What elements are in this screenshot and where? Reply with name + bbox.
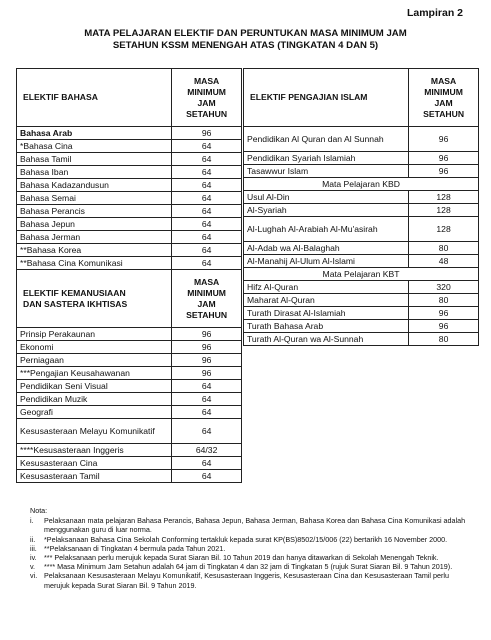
table-row bbox=[17, 380, 242, 393]
minimum-hours: 96 bbox=[409, 152, 479, 165]
subject-name: Maharat Al-Quran bbox=[244, 294, 409, 307]
table-row bbox=[17, 470, 242, 483]
masa-minimum-header bbox=[172, 270, 242, 328]
header-row bbox=[244, 69, 479, 127]
note-marker: vi. bbox=[30, 571, 38, 581]
masa-header-line: SETAHUN bbox=[186, 108, 228, 119]
subject-name: Prinsip Perakaunan bbox=[17, 328, 172, 341]
subject-name: Pendidikan Al Quran dan Al Sunnah bbox=[244, 127, 409, 152]
masa-header-line: MINIMUM bbox=[424, 86, 463, 97]
masa-header-line: MINIMUM bbox=[187, 86, 226, 97]
subject-name: Turath Bahasa Arab bbox=[244, 320, 409, 333]
masa-header-line: MASA bbox=[430, 75, 457, 86]
table-row bbox=[244, 307, 479, 320]
subject-name: Bahasa Iban bbox=[17, 166, 172, 179]
minimum-hours: 96 bbox=[172, 127, 242, 140]
subject-name: **Bahasa Cina Komunikasi bbox=[17, 257, 172, 270]
minimum-hours: 64 bbox=[172, 192, 242, 205]
minimum-hours: 96 bbox=[409, 307, 479, 320]
table-row bbox=[244, 217, 479, 242]
note-text: Pelaksanaan mata pelajaran Bahasa Perancis, Bahasa Jepun, Bahasa Jerman, Bahasa Korea dan Bahasa Cina Komunikasi adalah menggunakan guru di luar norma. bbox=[44, 516, 466, 535]
note-marker: iv. bbox=[30, 553, 37, 563]
subject-name: Pendidikan Seni Visual bbox=[17, 380, 172, 393]
subject-name: Hifz Al-Quran bbox=[244, 281, 409, 294]
minimum-hours: 64 bbox=[172, 257, 242, 270]
minimum-hours: 64 bbox=[172, 419, 242, 444]
subject-name: Bahasa Jepun bbox=[17, 218, 172, 231]
table-row bbox=[17, 127, 242, 140]
table-row bbox=[244, 152, 479, 165]
table-row bbox=[17, 419, 242, 444]
subject-name: Bahasa Arab bbox=[17, 127, 172, 140]
kbd-section-label: Mata Pelajaran KBD bbox=[244, 178, 479, 191]
table-row bbox=[244, 255, 479, 268]
minimum-hours: 96 bbox=[172, 341, 242, 354]
kbt-section-label: Mata Pelajaran KBT bbox=[244, 268, 479, 281]
table-row bbox=[17, 192, 242, 205]
humanities-header-line-1: ELEKTIF KEMANUSIAAN bbox=[23, 287, 126, 298]
masa-header-line: JAM bbox=[197, 298, 216, 309]
subject-name: Bahasa Kadazandusun bbox=[17, 179, 172, 192]
subject-name: Kesusasteraan Tamil bbox=[17, 470, 172, 483]
table-row bbox=[17, 231, 242, 244]
page-title bbox=[20, 28, 471, 52]
subject-name: Al-Adab wa Al-Balaghah bbox=[244, 242, 409, 255]
elective-islamic-header: ELEKTIF PENGAJIAN ISLAM bbox=[244, 69, 409, 127]
table-row bbox=[244, 320, 479, 333]
note-text: *Pelaksanaan Bahasa Cina Sekolah Conforming tertakluk kepada surat KP(BS)8502/15/006 (22) bertarikh 16 November 2000. bbox=[44, 534, 448, 544]
subject-name: Ekonomi bbox=[17, 341, 172, 354]
note-text: **Pelaksanaan di Tingkatan 4 bermula pada Tahun 2021. bbox=[44, 543, 226, 553]
minimum-hours: 64 bbox=[172, 244, 242, 257]
minimum-hours: 64 bbox=[172, 166, 242, 179]
appendix-label: Lampiran 2 bbox=[406, 7, 463, 19]
minimum-hours: 128 bbox=[409, 217, 479, 242]
minimum-hours: 64 bbox=[172, 457, 242, 470]
note-text: **** Masa Minimum Jam Setahun adalah 64 jam di Tingkatan 4 dan 32 jam di Tingkatan 5 (rujuk Surat Siaran Bil. 9 Tahun 2019). bbox=[44, 562, 453, 572]
masa-header-line: JAM bbox=[434, 97, 453, 108]
note-item bbox=[30, 553, 470, 562]
table-row bbox=[17, 179, 242, 192]
header-row bbox=[17, 270, 242, 328]
subject-name: Bahasa Jerman bbox=[17, 231, 172, 244]
subject-name: Al-Syariah bbox=[244, 204, 409, 217]
minimum-hours: 64 bbox=[172, 393, 242, 406]
table-row bbox=[244, 294, 479, 307]
subject-name: Pendidikan Muzik bbox=[17, 393, 172, 406]
subject-name: **Bahasa Korea bbox=[17, 244, 172, 257]
minimum-hours: 64 bbox=[172, 140, 242, 153]
subject-name: Pendidikan Syariah Islamiah bbox=[244, 152, 409, 165]
table-row bbox=[17, 205, 242, 218]
note-marker: iii. bbox=[30, 543, 37, 553]
masa-header-line: MASA bbox=[193, 276, 220, 287]
elective-language-header: ELEKTIF BAHASA bbox=[17, 69, 172, 127]
subject-name: Al-Lughah Al-Arabiah Al-Mu'asirah bbox=[244, 217, 409, 242]
section-row bbox=[244, 268, 479, 281]
subject-name: Turath Dirasat Al-Islamiah bbox=[244, 307, 409, 320]
minimum-hours: 64 bbox=[172, 205, 242, 218]
table-row bbox=[244, 127, 479, 152]
minimum-hours: 64 bbox=[172, 470, 242, 483]
subject-name: Turath Al-Quran wa Al-Sunnah bbox=[244, 333, 409, 346]
masa-minimum-header bbox=[409, 69, 479, 127]
minimum-hours: 128 bbox=[409, 191, 479, 204]
subject-name: Bahasa Tamil bbox=[17, 153, 172, 166]
subject-name: Bahasa Semai bbox=[17, 192, 172, 205]
title-line-2: SETAHUN KSSM MENENGAH ATAS (TINGKATAN 4 DAN 5) bbox=[112, 40, 379, 51]
table-row bbox=[244, 191, 479, 204]
subject-name: Geografi bbox=[17, 406, 172, 419]
subject-name: Perniagaan bbox=[17, 354, 172, 367]
minimum-hours: 64 bbox=[172, 153, 242, 166]
humanities-header-line-2: DAN SASTERA IKHTISAS bbox=[23, 298, 128, 309]
masa-header-line: MASA bbox=[193, 75, 220, 86]
subject-name: Usul Al-Din bbox=[244, 191, 409, 204]
elective-islamic-studies-table bbox=[243, 68, 479, 346]
subject-name: *Bahasa Cina bbox=[17, 140, 172, 153]
elective-humanities-header bbox=[17, 270, 172, 328]
title-line-1: MATA PELAJARAN ELEKTIF DAN PERUNTUKAN MASA MINIMUM JAM bbox=[84, 28, 407, 39]
note-item bbox=[30, 544, 470, 553]
table-row bbox=[17, 457, 242, 470]
minimum-hours: 128 bbox=[409, 204, 479, 217]
minimum-hours: 320 bbox=[409, 281, 479, 294]
note-marker: v. bbox=[30, 562, 36, 572]
table-row bbox=[244, 165, 479, 178]
minimum-hours: 64 bbox=[172, 218, 242, 231]
table-row bbox=[17, 328, 242, 341]
minimum-hours: 80 bbox=[409, 333, 479, 346]
notes-heading: Nota: bbox=[30, 506, 48, 515]
table-row bbox=[17, 406, 242, 419]
minimum-hours: 80 bbox=[409, 294, 479, 307]
minimum-hours: 96 bbox=[172, 367, 242, 380]
subject-name: Kesusasteraan Cina bbox=[17, 457, 172, 470]
minimum-hours: 64 bbox=[172, 406, 242, 419]
masa-header-line: SETAHUN bbox=[186, 309, 228, 320]
table-row bbox=[244, 333, 479, 346]
minimum-hours: 64 bbox=[172, 179, 242, 192]
table-row bbox=[17, 257, 242, 270]
table-row bbox=[17, 153, 242, 166]
subject-name: ***Pengajian Keusahawanan bbox=[17, 367, 172, 380]
subject-name: Kesusasteraan Melayu Komunikatif bbox=[17, 419, 172, 444]
subject-name: Bahasa Perancis bbox=[17, 205, 172, 218]
masa-minimum-header bbox=[172, 69, 242, 127]
table-row bbox=[17, 367, 242, 380]
note-marker: ii. bbox=[30, 534, 36, 544]
table-row bbox=[244, 204, 479, 217]
table-row bbox=[17, 140, 242, 153]
subject-name: Tasawwur Islam bbox=[244, 165, 409, 178]
minimum-hours: 96 bbox=[409, 165, 479, 178]
minimum-hours: 48 bbox=[409, 255, 479, 268]
note-item bbox=[30, 516, 470, 534]
table-row bbox=[244, 281, 479, 294]
table-row bbox=[17, 444, 242, 457]
note-text: *** Pelaksanaan perlu merujuk kepada Surat Siaran Bil. 10 Tahun 2019 dan hanya ditawarkan di Sekolah Menengah Teknik. bbox=[44, 553, 439, 563]
minimum-hours: 96 bbox=[172, 354, 242, 367]
table-row bbox=[17, 244, 242, 257]
masa-header-line: MINIMUM bbox=[187, 287, 226, 298]
masa-header-line: JAM bbox=[197, 97, 216, 108]
minimum-hours: 80 bbox=[409, 242, 479, 255]
elective-language-humanities-table bbox=[16, 68, 242, 483]
section-row bbox=[244, 178, 479, 191]
minimum-hours: 96 bbox=[409, 127, 479, 152]
minimum-hours: 64/32 bbox=[172, 444, 242, 457]
minimum-hours: 64 bbox=[172, 380, 242, 393]
minimum-hours: 64 bbox=[172, 231, 242, 244]
notes-list bbox=[30, 516, 470, 590]
table-row bbox=[17, 341, 242, 354]
note-item bbox=[30, 535, 470, 544]
masa-header-line: SETAHUN bbox=[423, 108, 465, 119]
subject-name: ****Kesusasteraan Inggeris bbox=[17, 444, 172, 457]
minimum-hours: 96 bbox=[172, 328, 242, 341]
table-row bbox=[244, 242, 479, 255]
table-row bbox=[17, 218, 242, 231]
subject-name: Al-Manahij Al-Ulum Al-Islami bbox=[244, 255, 409, 268]
table-row bbox=[17, 354, 242, 367]
note-text: Pelaksanaan Kesusasteraan Melayu Komunikatif, Kesusasteraan Inggeris, Kesusasteraan Cina dan Kesusasteraan Tamil perlu merujuk kepada Surat Siaran Bil. 9 Tahun 2019. bbox=[44, 571, 449, 590]
note-marker: i. bbox=[30, 516, 34, 526]
table-row bbox=[17, 393, 242, 406]
header-row bbox=[17, 69, 242, 127]
note-item bbox=[30, 571, 470, 589]
minimum-hours: 96 bbox=[409, 320, 479, 333]
note-item bbox=[30, 562, 470, 571]
notes-section bbox=[30, 506, 470, 590]
table-row bbox=[17, 166, 242, 179]
